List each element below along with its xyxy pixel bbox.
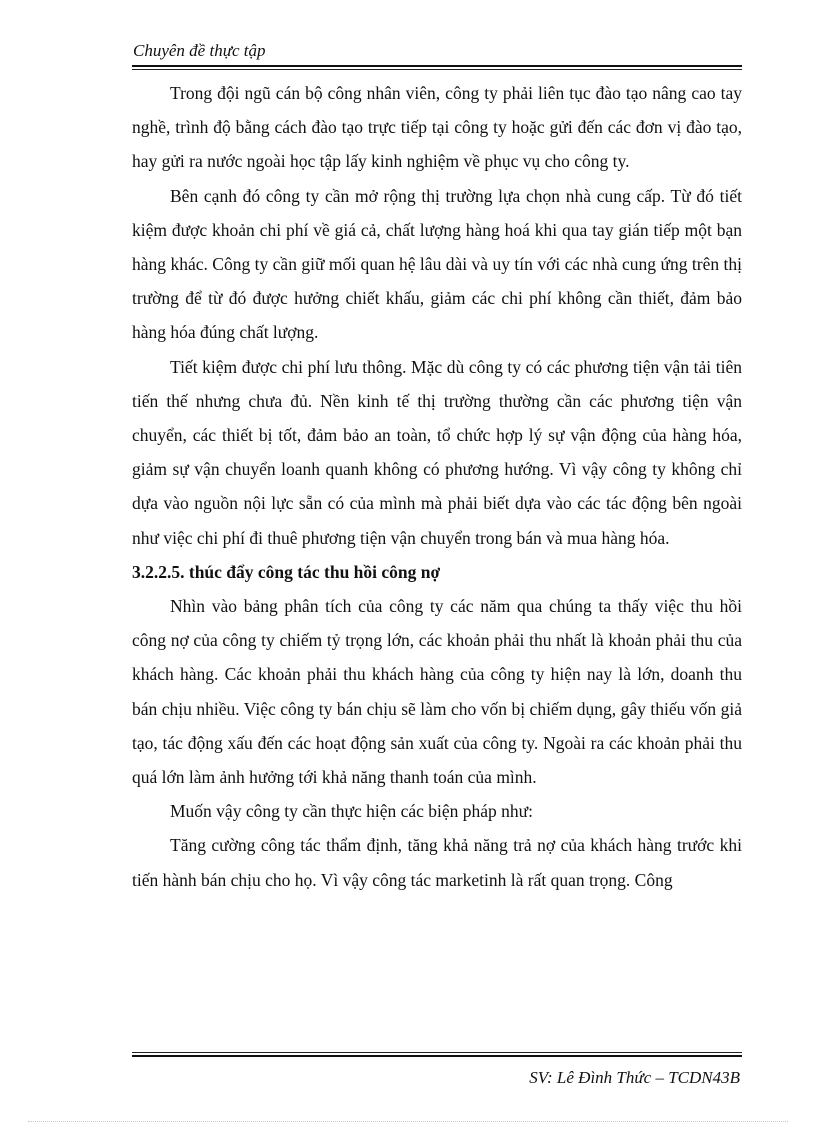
page-footer — [132, 1052, 742, 1089]
header-rule-thick — [132, 65, 742, 67]
document-body — [132, 76, 742, 897]
footer-rule-thick — [132, 1055, 742, 1057]
page-header — [132, 40, 742, 70]
paragraph: Bên cạnh đó công ty cần mở rộng thị trường lựa chọn nhà cung cấp. Từ đó tiết kiệm được khoản chi phí về giá cả, chất lượng hàng hoá khi qua tay gián tiếp một bạn hàng khác. Công ty cần giữ mối quan hệ lâu dài và uy tín với các nhà cung ứng trên thị trường để từ đó được hưởng chiết khấu, giảm các chi phí không cần thiết, đảm bảo hàng hóa đúng chất lượng. — [132, 185, 742, 343]
section-heading: 3.2.2.5. thúc đẩy công tác thu hồi công nợ — [132, 561, 441, 582]
header-rule-thin — [132, 69, 742, 70]
page-edge-divider — [28, 1121, 788, 1122]
paragraph: Tăng cường công tác thẩm định, tăng khả năng trả nợ của khách hàng trước khi tiến hành bán chịu cho họ. Vì vậy công tác marketinh là rất quan trọng. Công — [132, 835, 742, 890]
paragraph: Trong đội ngũ cán bộ công nhân viên, công ty phải liên tục đào tạo nâng cao tay nghề, trình độ bằng cách đào tạo trực tiếp tại công ty hoặc gửi đến các đơn vị đào tạo, hay gửi ra nước ngoài học tập lấy kinh nghiệm về phục vụ cho công ty. — [132, 83, 742, 172]
paragraph: Muốn vậy công ty cần thực hiện các biện pháp như: — [170, 801, 534, 822]
header-title: Chuyên đề thực tập — [133, 41, 266, 60]
footer-rule-thin — [132, 1052, 742, 1053]
paragraph: Nhìn vào bảng phân tích của công ty các năm qua chúng ta thấy việc thu hồi công nợ của công ty chiếm tỷ trọng lớn, các khoản phải thu nhất là khoản phải thu của khách hàng. Các khoản phải thu khách hàng của công ty hiện nay là lớn, doanh thu bán chịu nhiều. Việc công ty bán chịu sẽ làm cho vốn bị chiếm dụng, gây thiếu vốn giả tạo, tác động xấu đến các hoạt động sản xuất của công ty. Ngoài ra các khoản phải thu quá lớn làm ảnh hưởng tới khả năng thanh toán của mình. — [132, 596, 742, 788]
paragraph: Tiết kiệm được chi phí lưu thông. Mặc dù công ty có các phương tiện vận tải tiên tiến thế nhưng chưa đủ. Nền kinh tế thị trường thường cần các phương tiện vận chuyển, các thiết bị tốt, đảm bảo an toàn, tổ chức hợp lý sự vận động của hàng hóa, giảm sự vận chuyển loanh quanh không có phương hướng. Vì vậy công ty không chỉ dựa vào nguồn nội lực sẵn có của mình mà phải biết dựa vào các tác động bên ngoài như việc chi phí đi thuê phương tiện vận chuyển trong bán và mua hàng hóa. — [132, 356, 742, 548]
footer-author: SV: Lê Đình Thức – TCDN43B — [529, 1068, 740, 1087]
